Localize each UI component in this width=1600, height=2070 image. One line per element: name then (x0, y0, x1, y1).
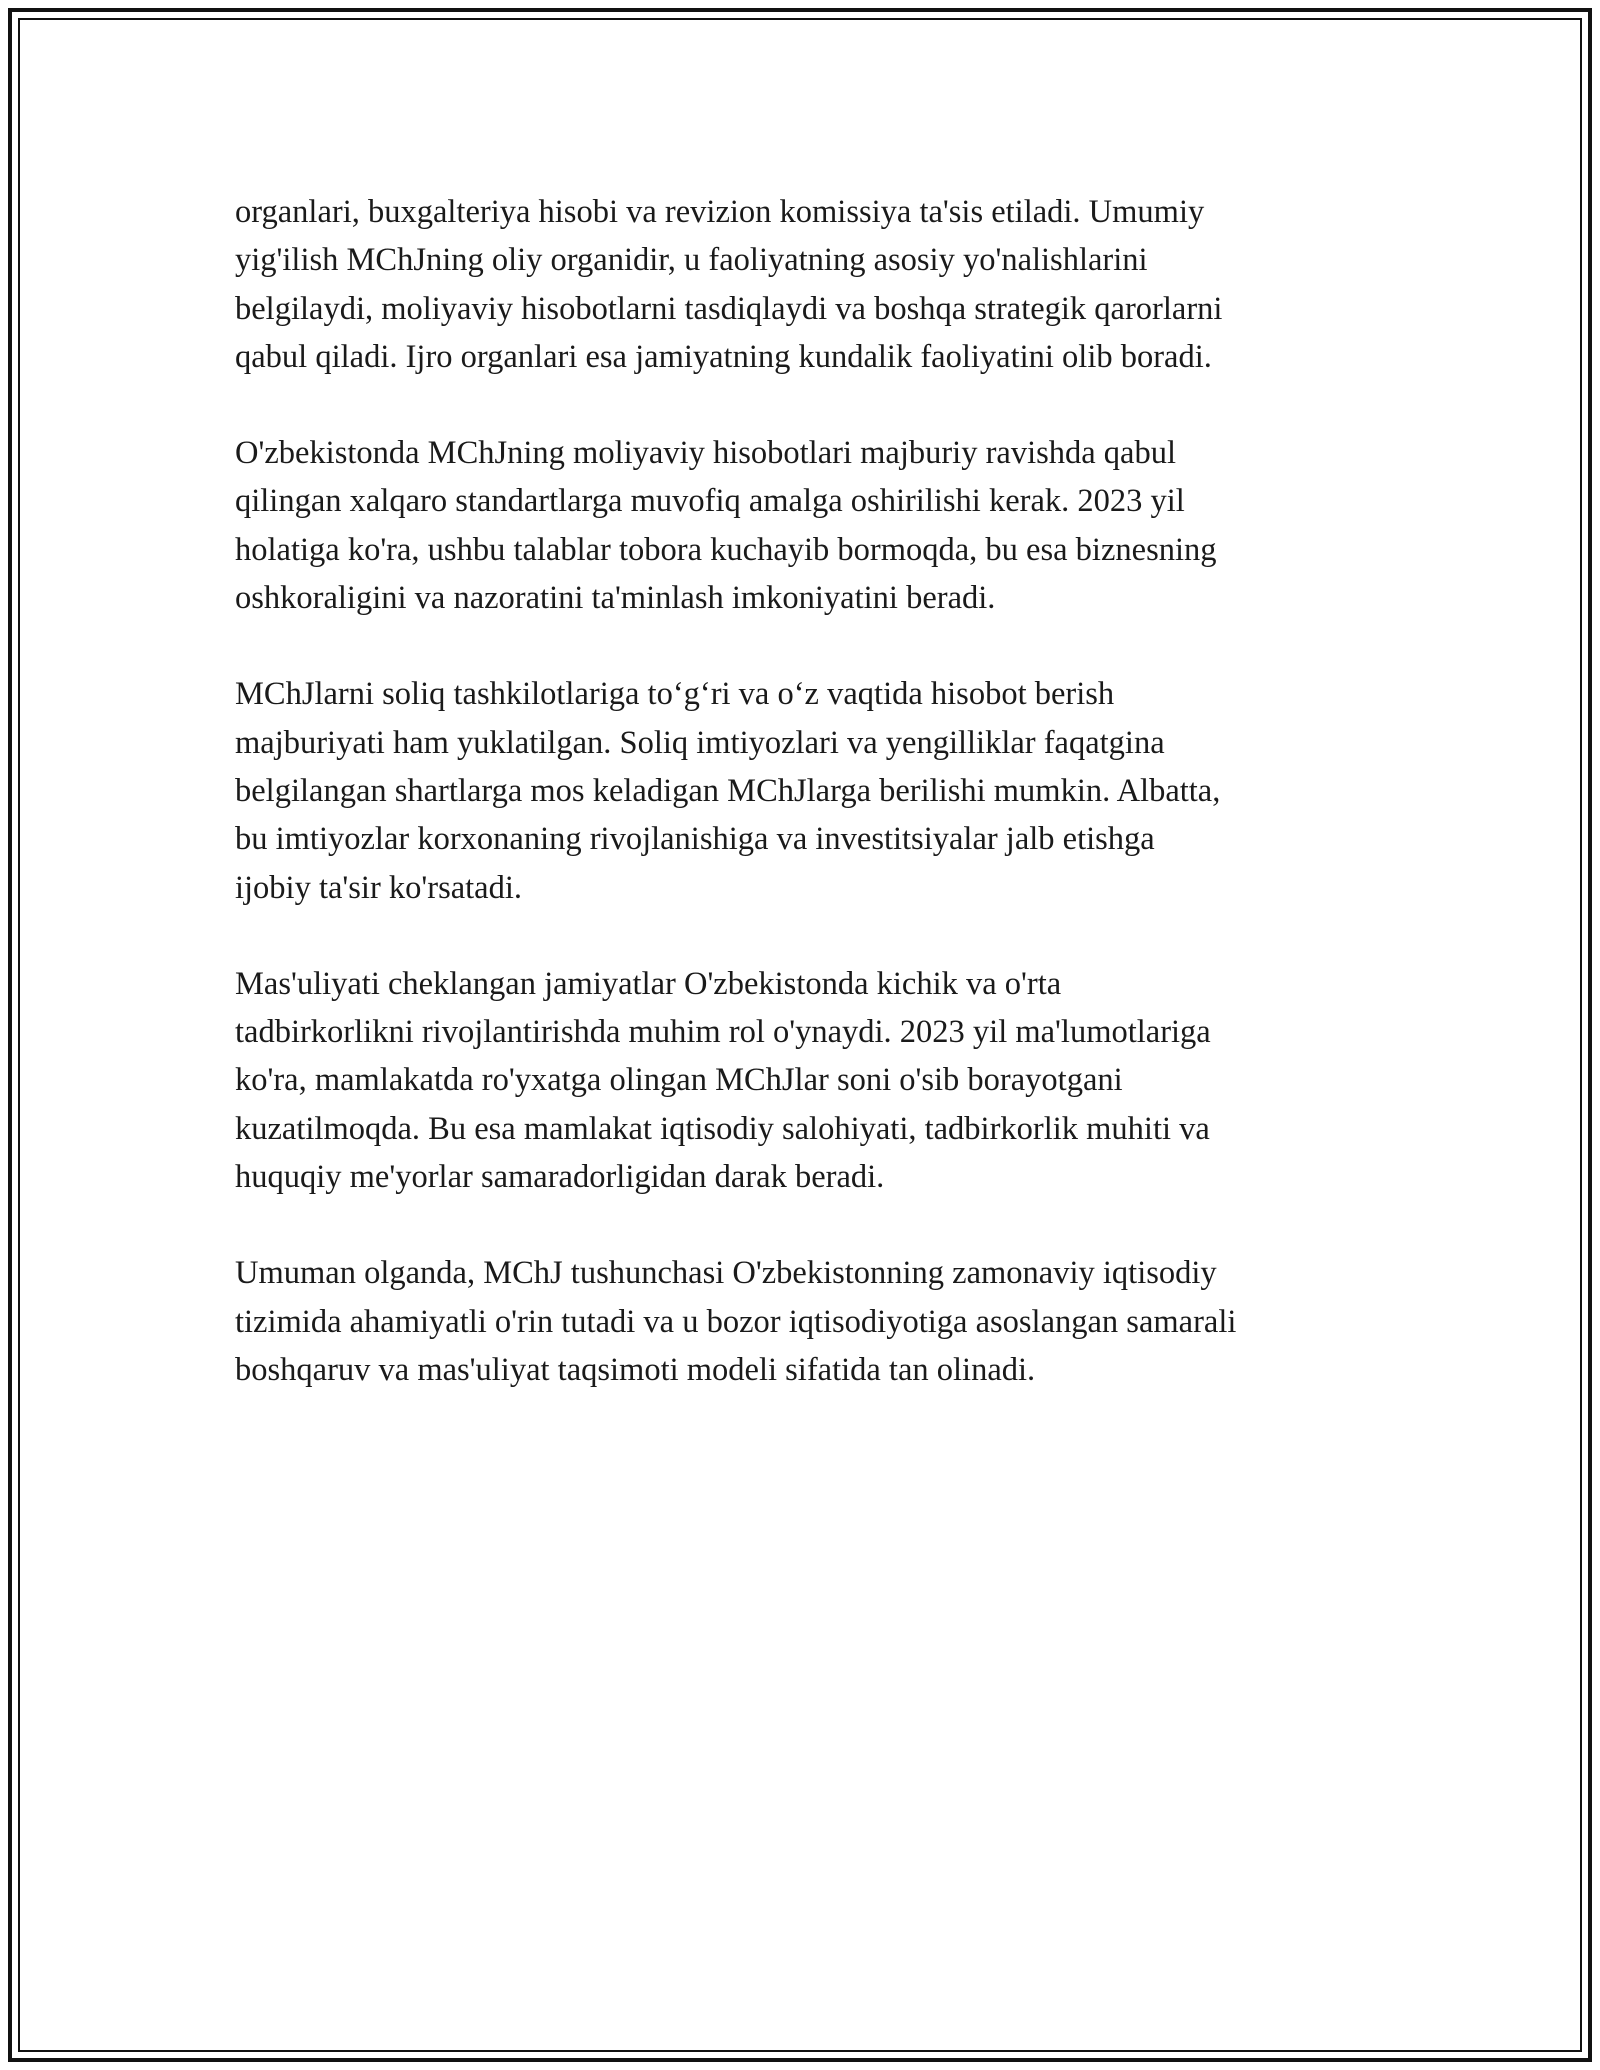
paragraph-2: O'zbekistonda MChJning moliyaviy hisobotlari majburiy ravishda qabul qilingan xalqaro standartlarga muvofiq amalga oshirilishi kerak. 2023 yil holatiga ko'ra, ushbu talablar tobora kuchayib bormoqda, bu esa biznesning oshkoraligini va nazoratini ta'minlash imkoniyatini beradi. (235, 435, 1217, 617)
paragraph-1: organlari, buxgalteriya hisobi va revizion komissiya ta'sis etiladi. Umumiy yig'ilish MChJning oliy organidir, u faoliyatning asosiy yo'nalishlarini belgilaydi, moliyaviy hisobotlarni tasdiqlaydi va boshqa strategik qarorlarni qabul qiladi. Ijro organlari esa jamiyatning kundalik faoliyatini olib boradi. (235, 194, 1223, 375)
paragraph-3: MChJlarni soliq tashkilotlariga to‘g‘ri va o‘z vaqtida hisobot berish majburiyati ham yuklatilgan. Soliq imtiyozlari va yengilliklar faqatgina belgilangan shartlarga mos keladigan MChJlarga berilishi mumkin. Albatta, bu imtiyozlar korxonaning rivojlanishiga va investitsiyalar jalb etishga ijobiy ta'sir ko'rsatadi. (235, 676, 1221, 906)
paragraph-5: Umuman olganda, MChJ tushunchasi O'zbekistonning zamonaviy iqtisodiy tizimida ahamiyatli o'rin tutadi va u bozor iqtisodiyotiga asoslangan samarali boshqaruv va mas'uliyat taqsimoti modeli sifatida tan olinadi. (235, 1255, 1237, 1388)
paragraph-4: Mas'uliyati cheklangan jamiyatlar O'zbekistonda kichik va o'rta tadbirkorlikni rivojlantirishda muhim rol o'ynaydi. 2023 yil ma'lumotlariga ko'ra, mamlakatda ro'yxatga olingan MChJlar soni o'sib borayotgani kuzatilmoqda. Bu esa mamlakat iqtisodiy salohiyati, tadbirkorlik muhiti va huquqiy me'yorlar samaradorligidan darak beradi. (235, 965, 1211, 1196)
document-body (235, 188, 1375, 1442)
